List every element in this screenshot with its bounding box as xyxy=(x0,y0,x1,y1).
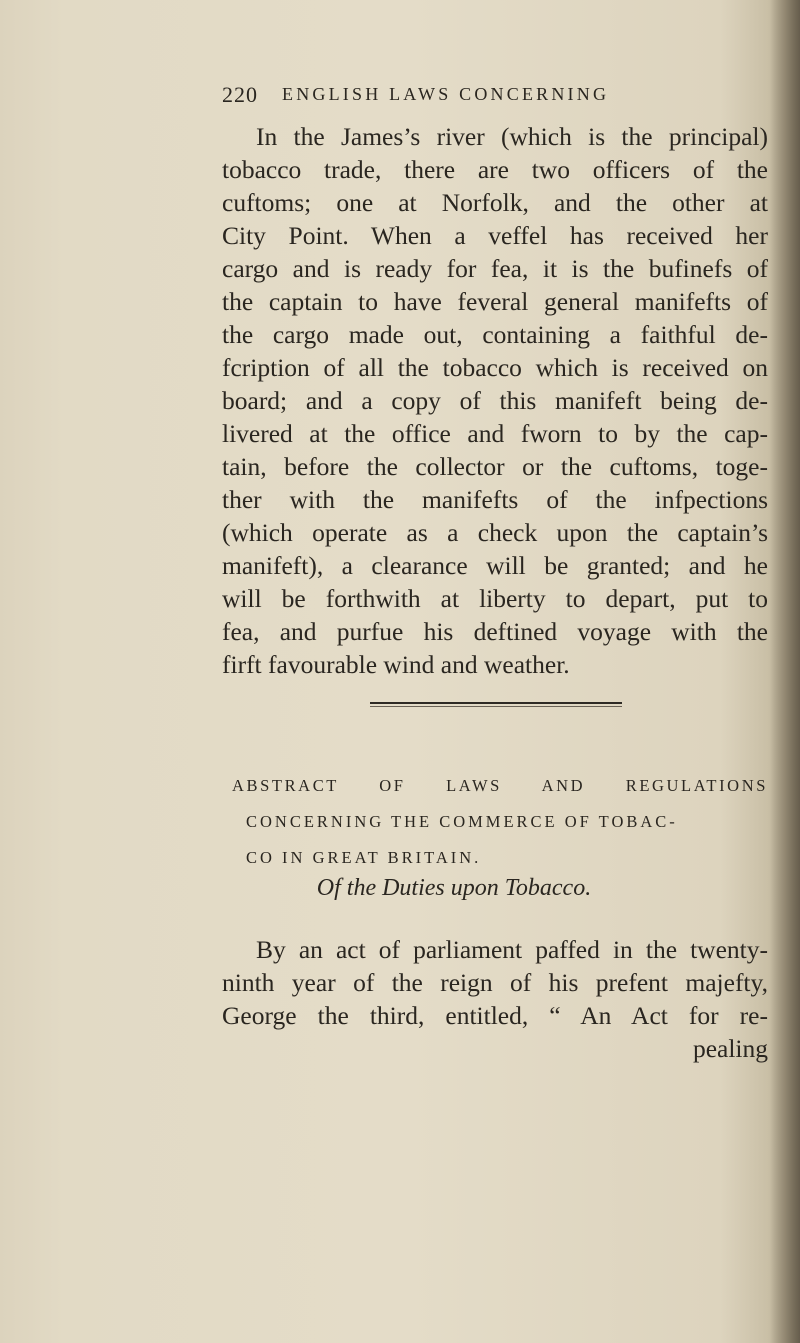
page-number: 220 xyxy=(222,82,258,107)
text-line: (which operate as a check upon the captain’s xyxy=(222,518,768,547)
section-heading-line: CONCERNING THE COMMERCE OF TOBAC- xyxy=(246,812,678,831)
page-header xyxy=(0,82,800,112)
text-line: fea, and purfue his deftined voyage with the xyxy=(222,617,768,646)
page-edge-shadow xyxy=(770,0,800,1343)
text-line: board; and a copy of this manifeft being de- xyxy=(222,386,768,415)
text-line: ninth year of the reign of his prefent majefty, xyxy=(222,968,768,997)
subheading: Of the Duties upon Tobacco. xyxy=(316,875,592,901)
text-line: livered at the office and fworn to by the cap- xyxy=(222,419,768,448)
section-divider-rule xyxy=(370,702,622,707)
text-line: By an act of parliament paffed in the twenty- xyxy=(256,935,768,964)
text-line: manifeft), a clearance will be granted; and he xyxy=(222,551,768,580)
text-line: will be forthwith at liberty to depart, put to xyxy=(222,584,768,613)
text-line: cuftoms; one at Norfolk, and the other at xyxy=(222,188,768,217)
paragraph-1 xyxy=(222,120,768,681)
text-line: George the third, entitled, “ An Act for re- xyxy=(222,1001,768,1030)
text-line: tobacco trade, there are two officers of the xyxy=(222,155,768,184)
text-line: tain, before the collector or the cuftoms, toge- xyxy=(222,452,768,481)
text-line: ther with the manifefts of the infpections xyxy=(222,485,768,514)
text-line: fcription of all the tobacco which is received on xyxy=(222,353,768,382)
text-line: cargo and is ready for fea, it is the bufinefs of xyxy=(222,254,768,283)
text-line: firft favourable wind and weather. xyxy=(222,650,570,679)
paragraph-2 xyxy=(222,933,768,1065)
section-heading-line: CO IN GREAT BRITAIN. xyxy=(246,848,482,867)
section-heading-line: ABSTRACT OF LAWS AND REGULATIONS xyxy=(232,776,768,795)
text-line: In the James’s river (which is the principal) xyxy=(256,122,768,151)
text-line: the captain to have feveral general manifefts of xyxy=(222,287,768,316)
running-title: ENGLISH LAWS CONCERNING xyxy=(282,84,610,104)
section-heading xyxy=(232,768,768,876)
text-line: the cargo made out, containing a faithful de- xyxy=(222,320,768,349)
text-line: City Point. When a veffel has received her xyxy=(222,221,768,250)
catchword: pealing xyxy=(692,1034,768,1063)
